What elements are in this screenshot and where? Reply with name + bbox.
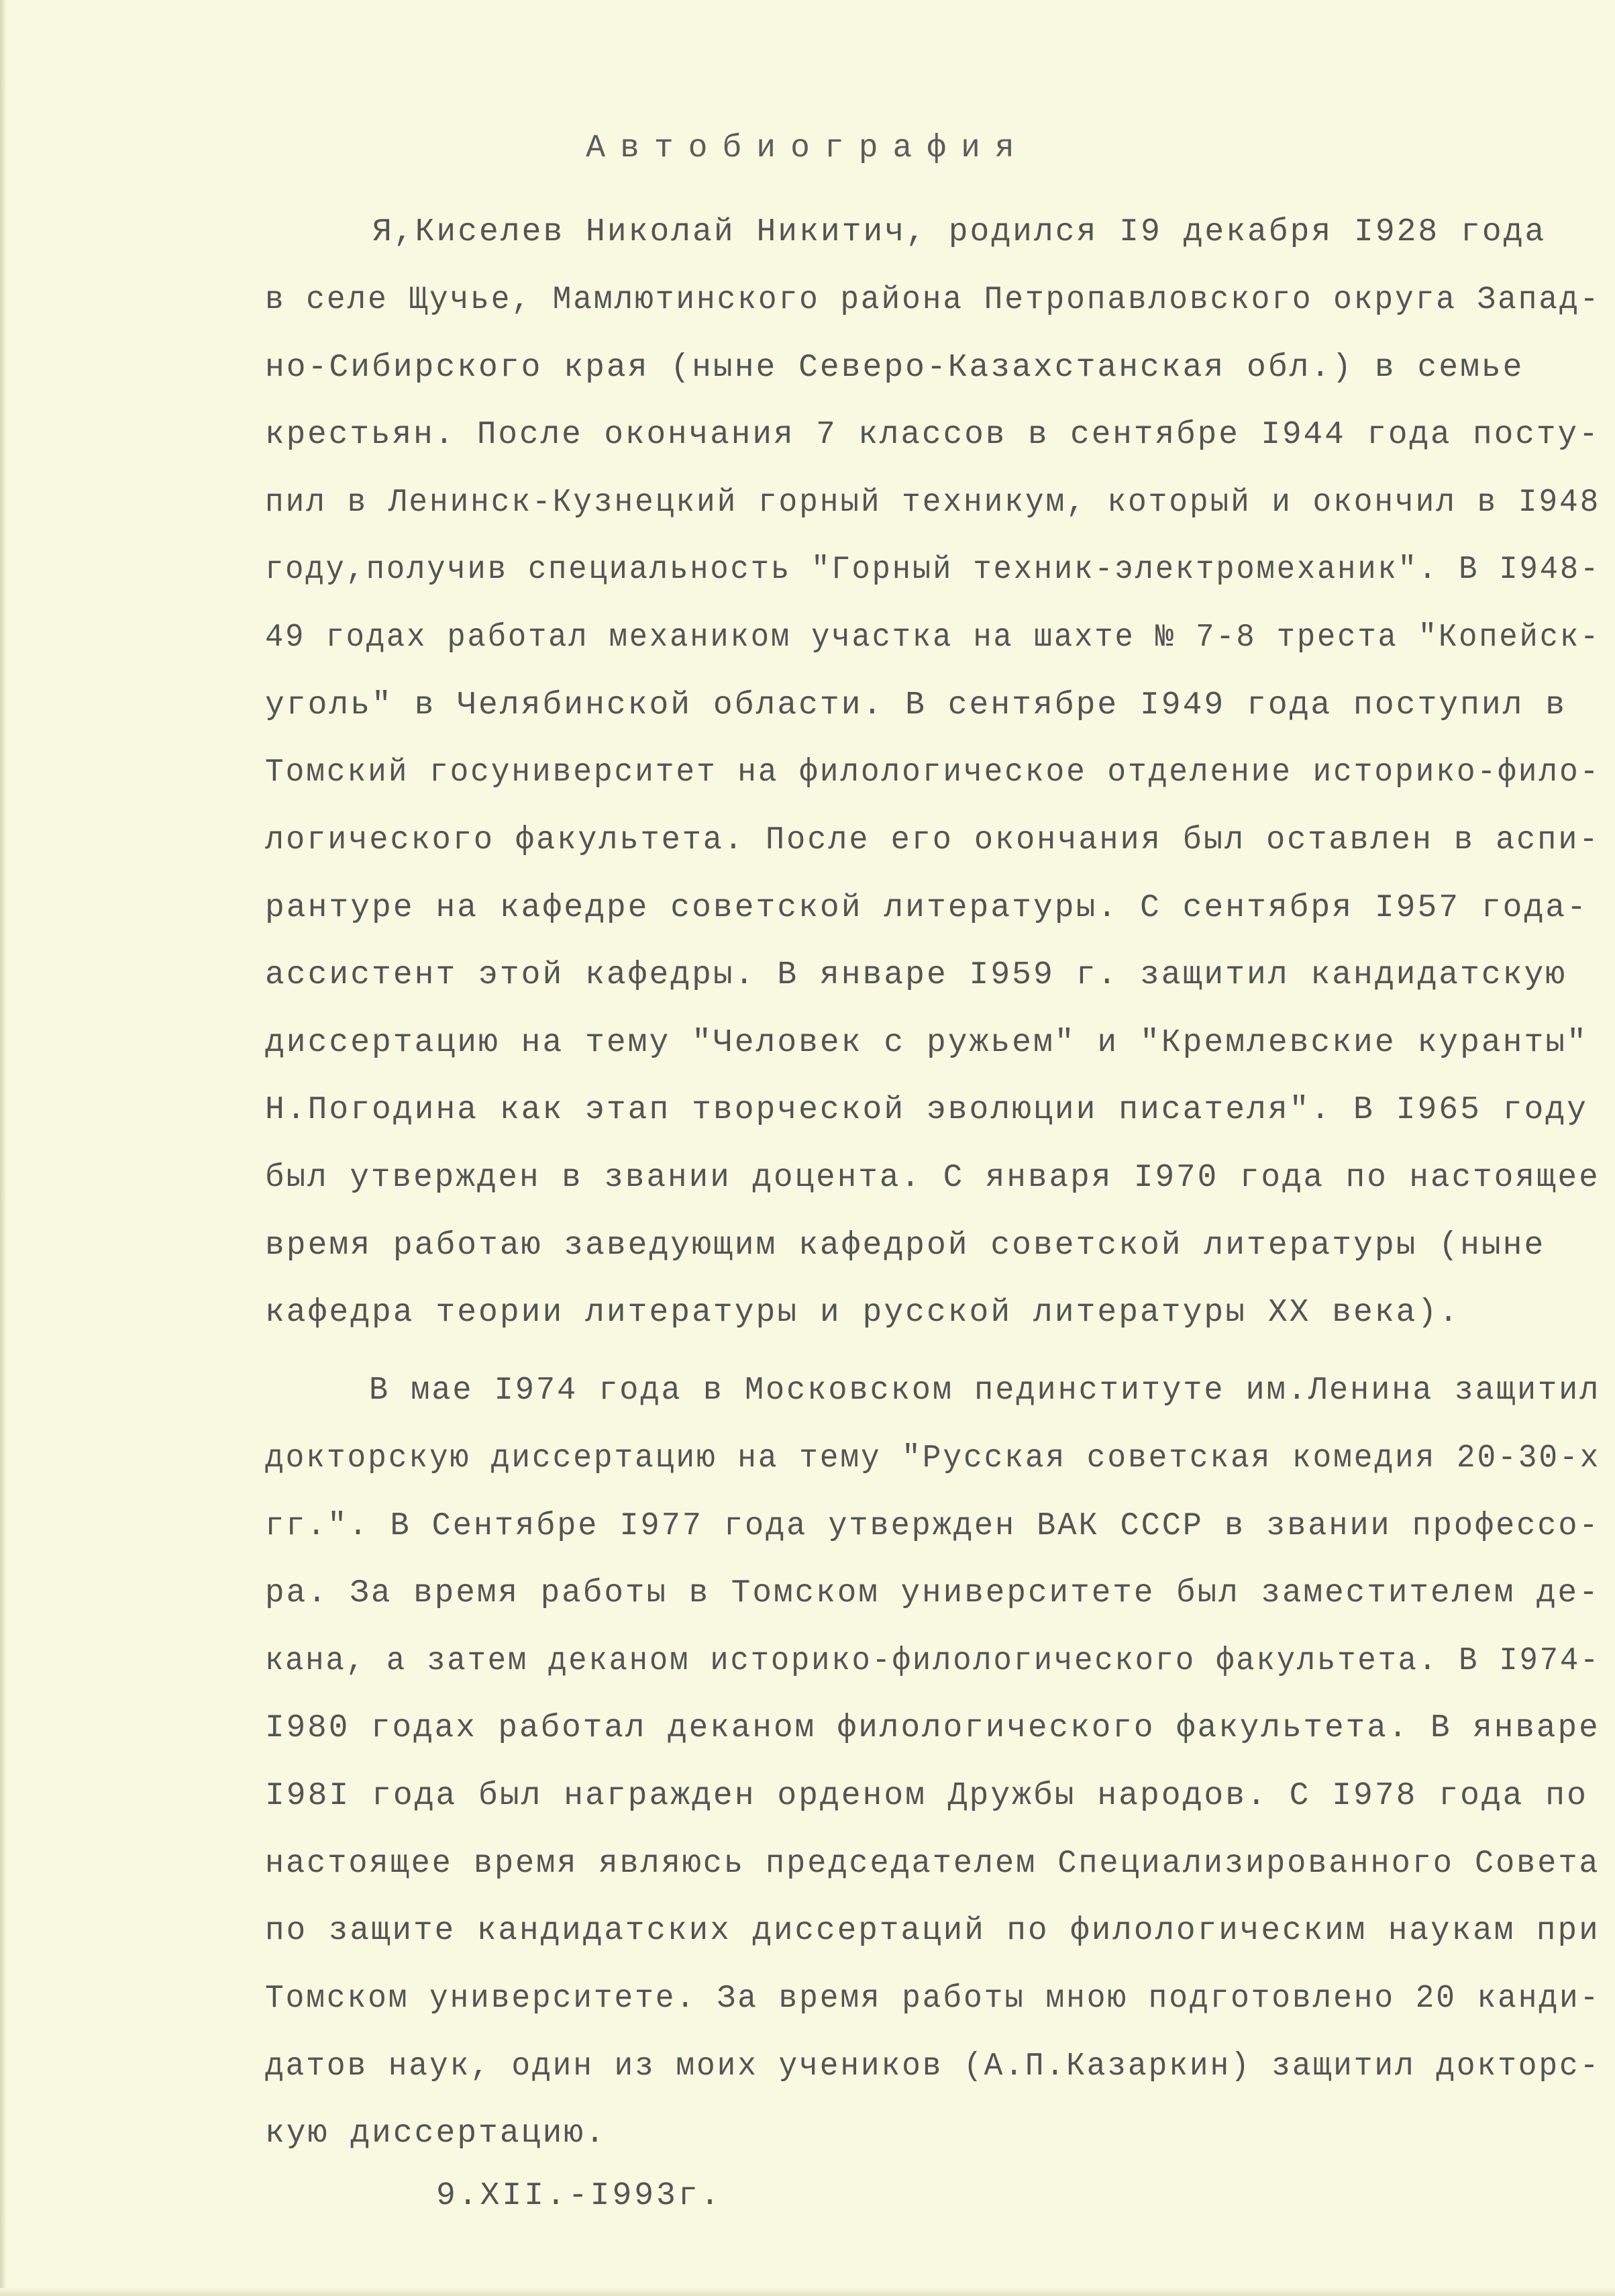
text-line: в селе Щучье, Мамлютинского района Петропавловского округа Запад- — [265, 282, 1601, 318]
text-line: Томский госуниверситет на филологическое отделение историко-фило- — [265, 754, 1601, 791]
text-line: уголь" в Челябинской области. В сентябре I949 года поступил в — [265, 687, 1567, 723]
text-line: пил в Ленинск-Кузнецкий горный техникум, который и окончил в I948 — [265, 485, 1601, 521]
text-line: но-Сибирского края (ныне Северо-Казахстанская обл.) в семье — [265, 350, 1524, 386]
text-line: кую диссертацию. — [265, 2115, 607, 2152]
document-title: Автобиография — [586, 130, 1029, 166]
text-line: кафедра теории литературы и русской литературы XX века). — [265, 1295, 1461, 1331]
text-line: I980 годах работал деканом филологического факультета. В январе — [265, 1710, 1600, 1746]
text-line: докторскую диссертацию на тему "Русская советская комедия 20-30-х — [265, 1440, 1601, 1477]
text-line: ра. За время работы в Томском университете был заместителем де- — [265, 1575, 1600, 1611]
text-line: году,получив специальность "Горный техник-электромеханик". В I948- — [265, 552, 1601, 588]
text-line: время работаю заведующим кафедрой советской литературы (ныне — [265, 1228, 1546, 1264]
text-line: В мае I974 года в Московском пединституте им.Ленина защитил — [369, 1372, 1601, 1409]
text-line: был утвержден в звании доцента. С января I970 года по настоящее — [265, 1160, 1600, 1196]
text-line: датов наук, один из моих учеников (А.П.Казаркин) защитил докторс- — [265, 2048, 1601, 2085]
text-line: Я,Киселев Николай Никитич, родился I9 декабря I928 года — [372, 214, 1547, 250]
text-line: настоящее время являюсь председателем Специализированного Совета — [265, 1846, 1600, 1882]
text-line: рантуре на кафедре советской литературы. С сентября I957 года- — [265, 890, 1588, 926]
text-line: по защите кандидатских диссертаций по филологическим наукам при — [265, 1913, 1600, 1949]
text-line: I98I года был награжден орденом Дружбы народов. С I978 года по — [265, 1778, 1588, 1814]
text-line: 49 годах работал механиком участка на шахте № 7-8 треста "Копейск- — [265, 619, 1601, 656]
text-line: Томском университете. За время работы мною подготовлено 20 канди- — [265, 1981, 1601, 2017]
page-left-shadow — [0, 0, 7, 2296]
text-line: Н.Погодина как этап творческой эволюции писателя". В I965 году — [265, 1092, 1588, 1128]
text-line: диссертацию на тему "Человек с ружьем" и "Кремлевские куранты" — [265, 1025, 1588, 1061]
text-line: кана, а затем деканом историко-филологического факультета. В I974- — [265, 1643, 1601, 1679]
page-bottom-shadow — [0, 2288, 1615, 2296]
text-line: гг.". В Сентябре I977 года утвержден ВАК СССР в звании профессо- — [265, 1508, 1600, 1544]
document-date: 9.XII.-I993г. — [436, 2178, 723, 2214]
text-line: ассистент этой кафедры. В январе I959 г. защитил кандидатскую — [265, 957, 1567, 993]
text-line: крестьян. После окончания 7 классов в сентябре I944 года посту- — [265, 417, 1600, 453]
text-line: логического факультета. После его окончания был оставлен в аспи- — [265, 822, 1600, 858]
